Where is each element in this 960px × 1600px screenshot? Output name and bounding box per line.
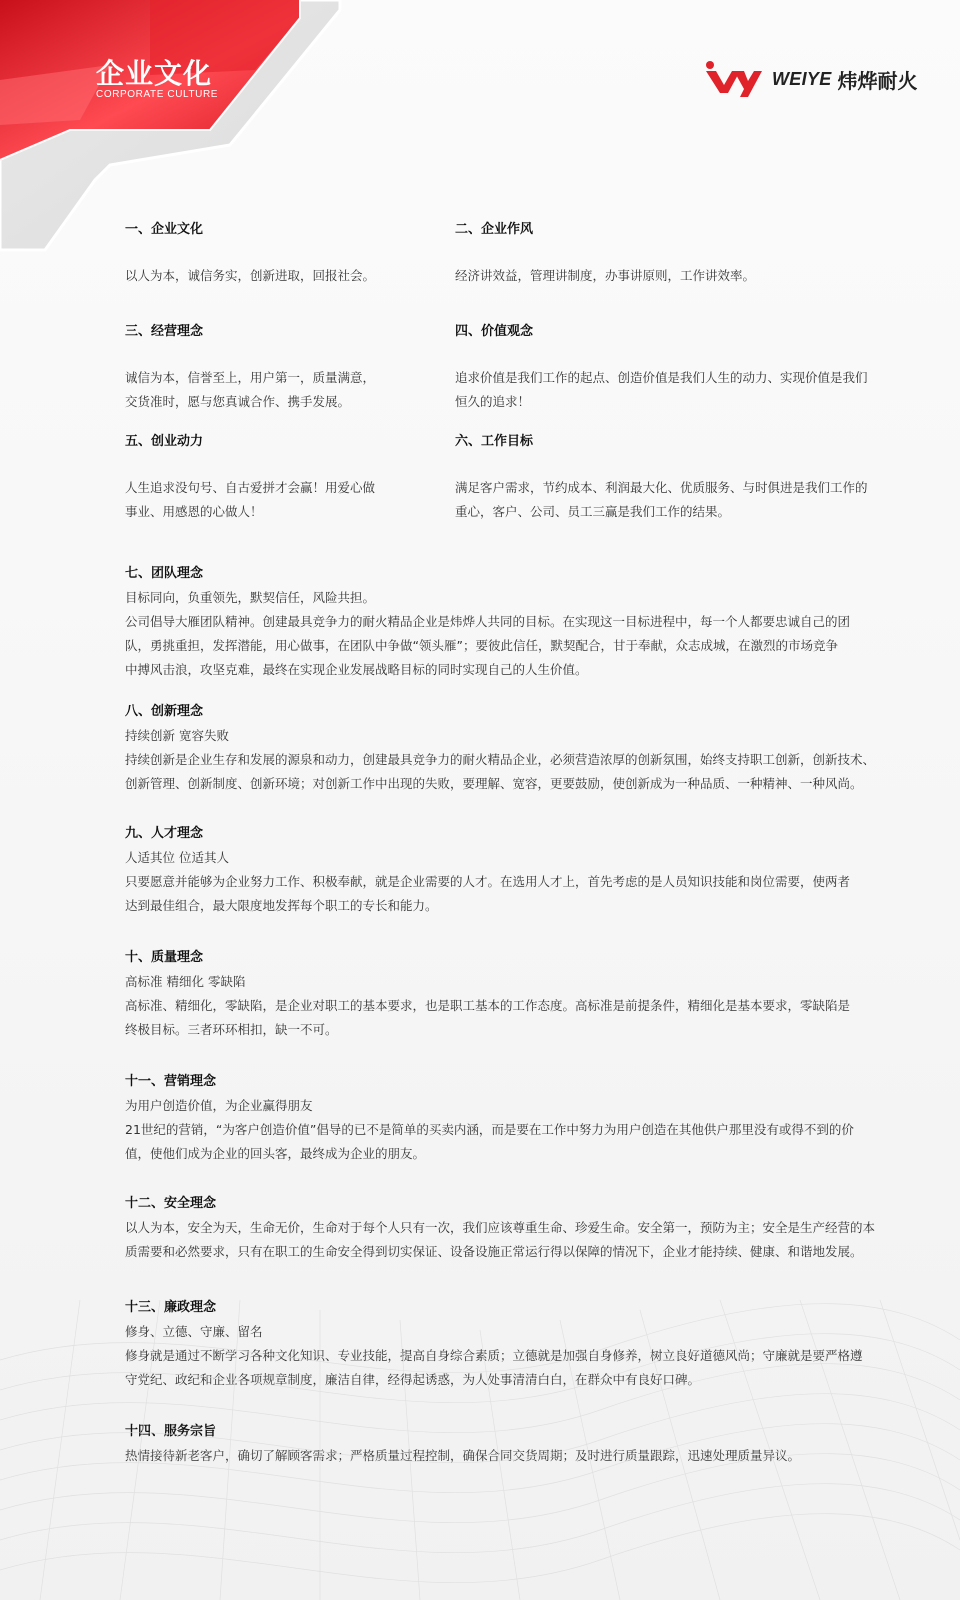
section-title: 六、工作目标 <box>455 434 534 449</box>
logo-text-zh: 炜烨耐火 <box>837 68 918 93</box>
section-line: 守党纪、政纪和企业各项规章制度，廉洁自律，经得起诱惑，为人处事清清白白，在群众中有良好口碑。 <box>125 1372 701 1387</box>
section-title: 十三、廉政理念 <box>125 1300 217 1315</box>
section-marketing <box>125 1070 915 1166</box>
section-title: 五、创业动力 <box>125 434 204 449</box>
section-title: 十一、营销理念 <box>125 1074 217 1089</box>
section-line: 人适其位 位适其人 <box>125 850 229 865</box>
section-line: 质需要和必然要求，只有在职工的生命安全得到切实保证、设备设施正常运行得以保障的情况下，企业才能持续、健康、和谐地发展。 <box>125 1244 863 1259</box>
section-line: 交货准时，愿与您真诚合作、携手发展。 <box>125 394 351 409</box>
section-line: 追求价值是我们工作的起点、创造价值是我们人生的动力、实现价值是我们 <box>455 370 868 385</box>
section-line: 热情接待新老客户，确切了解顾客需求；严格质量过程控制，确保合同交货周期；及时进行质量跟踪，迅速处理质量异议。 <box>125 1448 801 1463</box>
section-style <box>455 218 895 288</box>
section-line: 满足客户需求，节约成本、利润最大化、优质服务、与时俱进是我们工作的 <box>455 480 868 495</box>
section-line: 以人为本，安全为天，生命无价，生命对于每个人只有一次，我们应该尊重生命、珍爱生命。安全第一，预防为主；安全是生产经营的本 <box>125 1220 876 1235</box>
section-line: 队，勇挑重担，发挥潜能，用心做事，在团队中争做“领头雁”；要彼此信任，默契配合，甘于奉献，众志成城，在激烈的市场竞争 <box>125 638 838 653</box>
section-title: 十二、安全理念 <box>125 1196 217 1211</box>
section-line: 值，使他们成为企业的回头客，最终成为企业的朋友。 <box>125 1146 426 1161</box>
section-line: 达到最佳组合，最大限度地发挥每个职工的专长和能力。 <box>125 898 438 913</box>
section-title: 十四、服务宗旨 <box>125 1424 217 1439</box>
company-logo <box>704 58 918 100</box>
section-work-goal <box>455 430 895 524</box>
section-line: 中搏风击浪，攻坚克难，最终在实现企业发展战略目标的同时实现自己的人生价值。 <box>125 662 588 677</box>
section-line: 目标同向，负重领先，默契信任，风险共担。 <box>125 590 376 605</box>
section-line: 只要愿意并能够为企业努力工作、积极奉献，就是企业需要的人才。在选用人才上，首先考虑的是人员知识技能和岗位需要，使两者 <box>125 874 851 889</box>
section-line: 修身、立德、守廉、留名 <box>125 1324 263 1339</box>
section-talent <box>125 822 915 918</box>
section-title: 四、价值观念 <box>455 324 534 339</box>
section-line: 修身就是通过不断学习各种文化知识、专业技能，提高自身综合素质；立德就是加强自身修养，树立良好道德风尚；守廉就是要严格遵 <box>125 1348 863 1363</box>
weiye-logo-icon <box>704 59 762 99</box>
section-team <box>125 562 915 682</box>
section-line: 21世纪的营销，“为客户创造价值”倡导的已不是简单的买卖内涵，而是要在工作中努力为用户创造在其他供户那里没有或得不到的价 <box>125 1122 854 1137</box>
section-quality <box>125 946 915 1042</box>
section-line: 重心，客户、公司、员工三赢是我们工作的结果。 <box>455 504 731 519</box>
section-line: 高标准、精细化，零缺陷，是企业对职工的基本要求，也是职工基本的工作态度。高标准是前提条件，精细化是基本要求，零缺陷是 <box>125 998 851 1013</box>
section-title: 一、企业文化 <box>125 222 204 237</box>
section-line: 诚信为本，信誉至上，用户第一，质量满意， <box>125 370 376 385</box>
section-line: 持续创新 宽容失败 <box>125 728 229 743</box>
section-line: 人生追求没句号、自古爱拼才会赢！用爱心做 <box>125 480 376 495</box>
page-title: 企业文化 <box>96 57 213 90</box>
section-innovation <box>125 700 915 796</box>
page-subtitle: CORPORATE CULTURE <box>96 89 219 100</box>
section-line: 以人为本，诚信务实，创新进取，回报社会。 <box>125 268 376 283</box>
section-title: 七、团队理念 <box>125 566 204 581</box>
bottom-network-decoration <box>0 1240 960 1600</box>
section-line: 持续创新是企业生存和发展的源泉和动力，创建最具竞争力的耐火精品企业，必须营造浓厚的创新氛围，始终支持职工创新，创新技术、 <box>125 752 876 767</box>
section-line: 恒久的追求！ <box>455 394 531 409</box>
section-title: 三、经营理念 <box>125 324 204 339</box>
section-business-philosophy <box>125 320 425 414</box>
section-line: 为用户创造价值，为企业赢得朋友 <box>125 1098 313 1113</box>
section-title: 二、企业作风 <box>455 222 534 237</box>
logo-text-en: WEIYE <box>772 68 832 89</box>
section-line: 高标准 精细化 零缺陷 <box>125 974 246 989</box>
section-line: 终极目标。三者环环相扣，缺一不可。 <box>125 1022 338 1037</box>
section-values <box>455 320 895 414</box>
section-title: 九、人才理念 <box>125 826 204 841</box>
section-line: 公司倡导大雁团队精神。创建最具竞争力的耐火精品企业是炜烨人共同的目标。在实现这一目标进程中，每一个人都要忠诚自己的团 <box>125 614 851 629</box>
section-motivation <box>125 430 425 524</box>
section-title: 八、创新理念 <box>125 704 204 719</box>
section-title: 十、质量理念 <box>125 950 204 965</box>
section-line: 事业、用感恩的心做人！ <box>125 504 263 519</box>
section-line: 创新管理、创新制度、创新环境；对创新工作中出现的失败，要理解、宽容，更要鼓励，使创新成为一种品质、一种精神、一种风尚。 <box>125 776 863 791</box>
section-culture <box>125 218 425 288</box>
section-line: 经济讲效益，管理讲制度，办事讲原则，工作讲效率。 <box>455 268 756 283</box>
